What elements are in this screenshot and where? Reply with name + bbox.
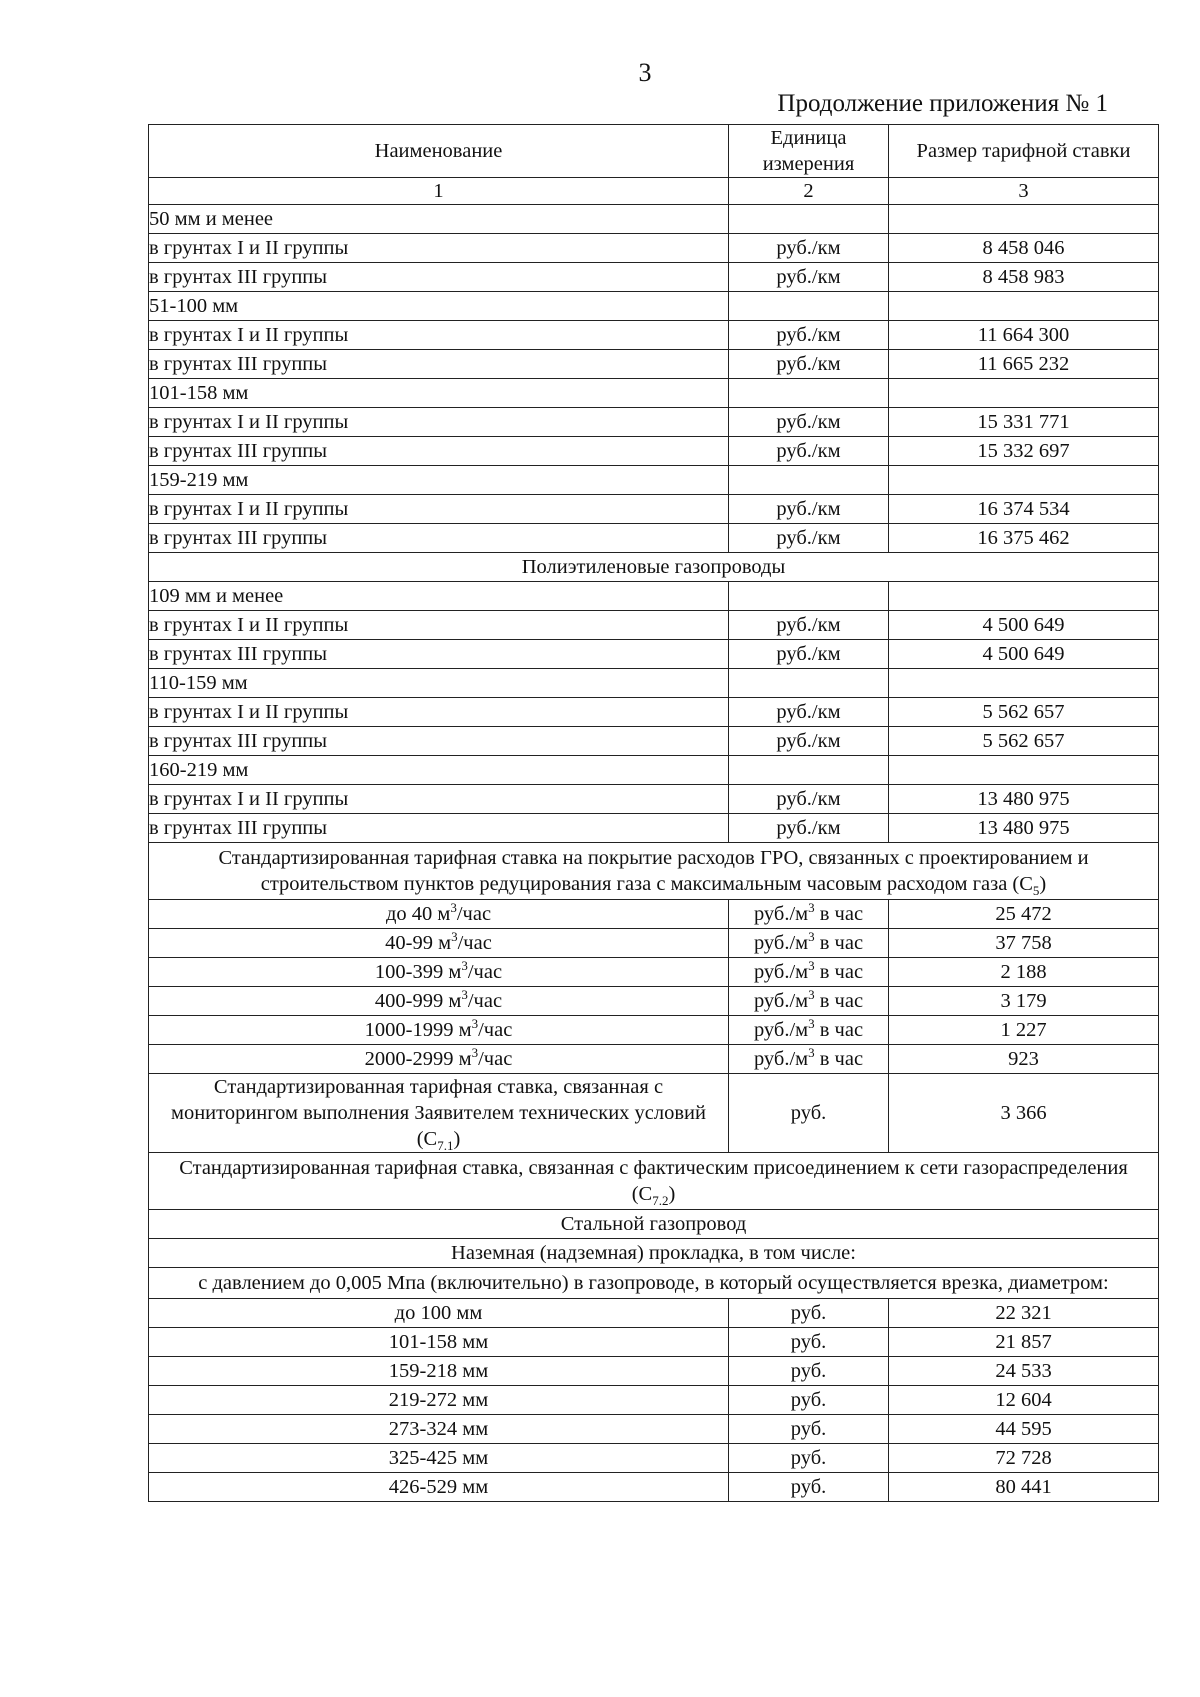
- empty-cell: [729, 379, 889, 408]
- unit-cell: руб./км: [729, 234, 889, 263]
- soil-group-name: в грунтах III группы: [149, 263, 729, 292]
- rate-cell: 12 604: [889, 1386, 1159, 1415]
- rate-cell: 16 375 462: [889, 524, 1159, 553]
- steel-pipe-title-text: Стальной газопровод: [149, 1210, 1159, 1239]
- unit-cell: руб./км: [729, 350, 889, 379]
- c71-text-main: Стандартизированная тарифная ставка, связанная с мониторингом выполнения Заявителем технических условий (С: [170, 1076, 707, 1150]
- rate-cell: 1 227: [889, 1016, 1159, 1045]
- ground-laying-title: [149, 1239, 1159, 1268]
- unit-cell: руб./км: [729, 785, 889, 814]
- diameter-label: 101-158 мм: [149, 1328, 729, 1357]
- empty-cell: [889, 669, 1159, 698]
- unit-cell: руб.: [729, 1357, 889, 1386]
- diameter-group-label: 51-100 мм: [149, 292, 729, 321]
- page-number: 3: [638, 58, 652, 87]
- rate-cell: 21 857: [889, 1328, 1159, 1357]
- empty-cell: [729, 582, 889, 611]
- unit-cell: руб./км: [729, 640, 889, 669]
- diameter-group-label: 50 мм и менее: [149, 205, 729, 234]
- rate-cell: 13 480 975: [889, 814, 1159, 843]
- rate-cell: 4 500 649: [889, 611, 1159, 640]
- tariff-row: [149, 611, 1159, 640]
- unit-sup: 3: [808, 929, 815, 945]
- unit-prefix: руб./м: [753, 903, 809, 925]
- tariff-row: [149, 524, 1159, 553]
- rate-cell: 2 188: [889, 958, 1159, 987]
- unit-prefix: руб./м: [753, 1019, 809, 1041]
- unit-sup: 3: [808, 900, 815, 916]
- c5-title-row: [149, 843, 1159, 900]
- soil-group-name: в грунтах I и II группы: [149, 234, 729, 263]
- column-number-row: [149, 178, 1159, 205]
- c71-close: ): [453, 1128, 461, 1150]
- empty-cell: [889, 205, 1159, 234]
- unit-sup: 3: [808, 1016, 815, 1032]
- diameter-label: 219-272 мм: [149, 1386, 729, 1415]
- soil-group-name: в грунтах III группы: [149, 524, 729, 553]
- unit-cell: [729, 900, 889, 929]
- empty-cell: [889, 466, 1159, 495]
- rate-cell: 11 664 300: [889, 321, 1159, 350]
- diameter-group-row: [149, 466, 1159, 495]
- soil-group-name: в грунтах III группы: [149, 727, 729, 756]
- rate-cell: 44 595: [889, 1415, 1159, 1444]
- capacity-prefix: 2000-2999 м: [364, 1048, 472, 1070]
- diameter-row: [149, 1299, 1159, 1328]
- unit-suffix: в час: [814, 990, 864, 1012]
- unit-cell: руб./км: [729, 727, 889, 756]
- rate-cell: 5 562 657: [889, 698, 1159, 727]
- unit-cell: руб.: [729, 1299, 889, 1328]
- unit-prefix: руб./м: [753, 961, 809, 983]
- capacity-prefix: до 40 м: [385, 903, 451, 925]
- tariff-row: [149, 814, 1159, 843]
- capacity-sup: 3: [461, 987, 468, 1003]
- tariff-table: [148, 124, 1159, 1502]
- capacity-prefix: 40-99 м: [385, 932, 452, 954]
- unit-cell: руб./км: [729, 263, 889, 292]
- diameter-label: 325-425 мм: [149, 1444, 729, 1473]
- c72-title-row: [149, 1153, 1159, 1210]
- soil-group-name: в грунтах III группы: [149, 350, 729, 379]
- empty-cell: [889, 292, 1159, 321]
- unit-cell: руб.: [729, 1386, 889, 1415]
- c72-title-text: Стандартизированная тарифная ставка, связанная с фактическим присоединением к сети газораспределения (С: [179, 1157, 1128, 1205]
- rate-cell: 16 374 534: [889, 495, 1159, 524]
- rate-cell: 5 562 657: [889, 727, 1159, 756]
- capacity-label: [149, 987, 729, 1016]
- capacity-prefix: 1000-1999 м: [364, 1019, 472, 1041]
- c71-subscript: 7.1: [437, 1138, 454, 1154]
- soil-group-name: в грунтах I и II группы: [149, 321, 729, 350]
- unit-cell: руб.: [729, 1074, 889, 1153]
- unit-cell: руб.: [729, 1444, 889, 1473]
- rate-cell: 15 332 697: [889, 437, 1159, 466]
- tariff-row: [149, 495, 1159, 524]
- diameter-row: [149, 1328, 1159, 1357]
- c5-capacity-row: [149, 987, 1159, 1016]
- tariff-row: [149, 727, 1159, 756]
- unit-cell: руб.: [729, 1415, 889, 1444]
- rate-cell: 15 331 771: [889, 408, 1159, 437]
- unit-prefix: руб./м: [753, 990, 809, 1012]
- rate-cell: 13 480 975: [889, 785, 1159, 814]
- diameter-group-label: 159-219 мм: [149, 466, 729, 495]
- c5-title: [149, 843, 1159, 900]
- unit-cell: руб.: [729, 1473, 889, 1502]
- soil-group-name: в грунтах III группы: [149, 640, 729, 669]
- diameter-label: до 100 мм: [149, 1299, 729, 1328]
- capacity-suffix: /час: [456, 903, 492, 925]
- diameter-row: [149, 1444, 1159, 1473]
- empty-cell: [729, 205, 889, 234]
- header-unit: Единица измерения: [729, 125, 889, 178]
- diameter-group-label: 110-159 мм: [149, 669, 729, 698]
- rate-cell: 3 179: [889, 987, 1159, 1016]
- unit-cell: [729, 1016, 889, 1045]
- tariff-row: [149, 785, 1159, 814]
- ground-laying-title-text: Наземная (надземная) прокладка, в том числе:: [149, 1239, 1159, 1268]
- tariff-row: [149, 408, 1159, 437]
- capacity-label: [149, 929, 729, 958]
- tariff-row: [149, 234, 1159, 263]
- table-header-row: [149, 125, 1159, 178]
- column-number: 2: [729, 178, 889, 205]
- rate-cell: 8 458 983: [889, 263, 1159, 292]
- rate-cell: 22 321: [889, 1299, 1159, 1328]
- unit-cell: руб./км: [729, 524, 889, 553]
- rate-cell: 72 728: [889, 1444, 1159, 1473]
- empty-cell: [729, 466, 889, 495]
- diameter-label: 426-529 мм: [149, 1473, 729, 1502]
- capacity-suffix: /час: [457, 932, 492, 954]
- rate-cell: 11 665 232: [889, 350, 1159, 379]
- tariff-row: [149, 321, 1159, 350]
- empty-cell: [729, 669, 889, 698]
- unit-prefix: руб./м: [753, 1048, 809, 1070]
- rate-cell: 80 441: [889, 1473, 1159, 1502]
- unit-cell: [729, 958, 889, 987]
- c5-title-close: ): [1039, 873, 1047, 895]
- capacity-label: [149, 900, 729, 929]
- capacity-prefix: 400-999 м: [374, 990, 462, 1012]
- rate-cell: 3 366: [889, 1074, 1159, 1153]
- unit-suffix: в час: [814, 1019, 864, 1041]
- empty-cell: [889, 379, 1159, 408]
- c5-capacity-row: [149, 958, 1159, 987]
- diameter-group-row: [149, 205, 1159, 234]
- poly-section-title-text: Полиэтиленовые газопроводы: [149, 553, 1159, 582]
- unit-cell: [729, 929, 889, 958]
- diameter-group-row: [149, 292, 1159, 321]
- empty-cell: [889, 756, 1159, 785]
- unit-suffix: в час: [814, 961, 864, 983]
- capacity-sup: 3: [461, 958, 468, 974]
- c5-capacity-row: [149, 1045, 1159, 1074]
- capacity-prefix: 100-399 м: [374, 961, 462, 983]
- diameter-label: 159-218 мм: [149, 1357, 729, 1386]
- header-rate: Размер тарифной ставки: [889, 125, 1159, 178]
- unit-cell: руб./км: [729, 408, 889, 437]
- empty-cell: [889, 582, 1159, 611]
- unit-cell: [729, 987, 889, 1016]
- tariff-row: [149, 640, 1159, 669]
- diameter-group-row: [149, 756, 1159, 785]
- tariff-row: [149, 350, 1159, 379]
- c5-subscript: 5: [1032, 883, 1040, 899]
- capacity-suffix: /час: [478, 1048, 513, 1070]
- capacity-suffix: /час: [478, 1019, 513, 1041]
- unit-prefix: руб./м: [753, 932, 809, 954]
- unit-sup: 3: [808, 987, 815, 1003]
- diameter-group-label: 109 мм и менее: [149, 582, 729, 611]
- unit-suffix: в час: [814, 1048, 864, 1070]
- unit-suffix: в час: [814, 903, 864, 925]
- rate-cell: 923: [889, 1045, 1159, 1074]
- capacity-sup: 3: [451, 929, 458, 945]
- capacity-suffix: /час: [467, 961, 503, 983]
- empty-cell: [729, 756, 889, 785]
- diameter-group-row: [149, 669, 1159, 698]
- unit-cell: руб./км: [729, 814, 889, 843]
- diameter-row: [149, 1473, 1159, 1502]
- capacity-suffix: /час: [467, 990, 503, 1012]
- c71-row: [149, 1074, 1159, 1153]
- c5-capacity-row: [149, 900, 1159, 929]
- unit-suffix: в час: [814, 932, 864, 954]
- rate-cell: 37 758: [889, 929, 1159, 958]
- rate-cell: 25 472: [889, 900, 1159, 929]
- rate-cell: 4 500 649: [889, 640, 1159, 669]
- unit-sup: 3: [808, 958, 815, 974]
- tariff-row: [149, 263, 1159, 292]
- soil-group-name: в грунтах I и II группы: [149, 698, 729, 727]
- capacity-sup: 3: [450, 900, 457, 916]
- unit-cell: руб./км: [729, 495, 889, 524]
- diameter-row: [149, 1415, 1159, 1444]
- c5-capacity-row: [149, 1016, 1159, 1045]
- c72-close: ): [668, 1183, 676, 1205]
- steel-pipe-title: [149, 1210, 1159, 1239]
- c71-text: [149, 1074, 729, 1153]
- soil-group-name: в грунтах III группы: [149, 437, 729, 466]
- unit-cell: руб./км: [729, 437, 889, 466]
- tariff-row: [149, 698, 1159, 727]
- capacity-sup: 3: [471, 1045, 479, 1061]
- diameter-group-row: [149, 582, 1159, 611]
- capacity-sup: 3: [471, 1016, 479, 1032]
- unit-cell: руб./км: [729, 611, 889, 640]
- diameter-group-row: [149, 379, 1159, 408]
- capacity-label: [149, 958, 729, 987]
- column-number: 3: [889, 178, 1159, 205]
- tariff-row: [149, 437, 1159, 466]
- diameter-label: 273-324 мм: [149, 1415, 729, 1444]
- soil-group-name: в грунтах I и II группы: [149, 611, 729, 640]
- diameter-row: [149, 1386, 1159, 1415]
- c5-title-text: Стандартизированная тарифная ставка на покрытие расходов ГРО, связанных с проектированием и строительством пунктов редуцирования газа с максимальным часовым расходом газа (С: [218, 847, 1089, 895]
- soil-group-name: в грунтах I и II группы: [149, 408, 729, 437]
- poly-section-title: [149, 553, 1159, 582]
- diameter-group-label: 160-219 мм: [149, 756, 729, 785]
- c72-subscript: 7.2: [652, 1193, 669, 1209]
- pressure-note: с давлением до 0,005 Мпа (включительно) в газопроводе, в который осуществляется врезка, диаметром:: [149, 1268, 1159, 1299]
- header-name: Наименование: [149, 125, 729, 178]
- column-number: 1: [149, 178, 729, 205]
- capacity-label: [149, 1016, 729, 1045]
- soil-group-name: в грунтах I и II группы: [149, 785, 729, 814]
- soil-group-name: в грунтах I и II группы: [149, 495, 729, 524]
- rate-cell: 8 458 046: [889, 234, 1159, 263]
- pressure-note-row: [149, 1268, 1159, 1299]
- diameter-row: [149, 1357, 1159, 1386]
- c72-title: [149, 1153, 1159, 1210]
- unit-cell: [729, 1045, 889, 1074]
- unit-cell: руб./км: [729, 698, 889, 727]
- rate-cell: 24 533: [889, 1357, 1159, 1386]
- unit-cell: руб.: [729, 1328, 889, 1357]
- c5-capacity-row: [149, 929, 1159, 958]
- empty-cell: [729, 292, 889, 321]
- unit-sup: 3: [808, 1045, 815, 1061]
- unit-cell: руб./км: [729, 321, 889, 350]
- capacity-label: [149, 1045, 729, 1074]
- diameter-group-label: 101-158 мм: [149, 379, 729, 408]
- soil-group-name: в грунтах III группы: [149, 814, 729, 843]
- annex-caption: Продолжение приложения № 1: [777, 90, 1108, 117]
